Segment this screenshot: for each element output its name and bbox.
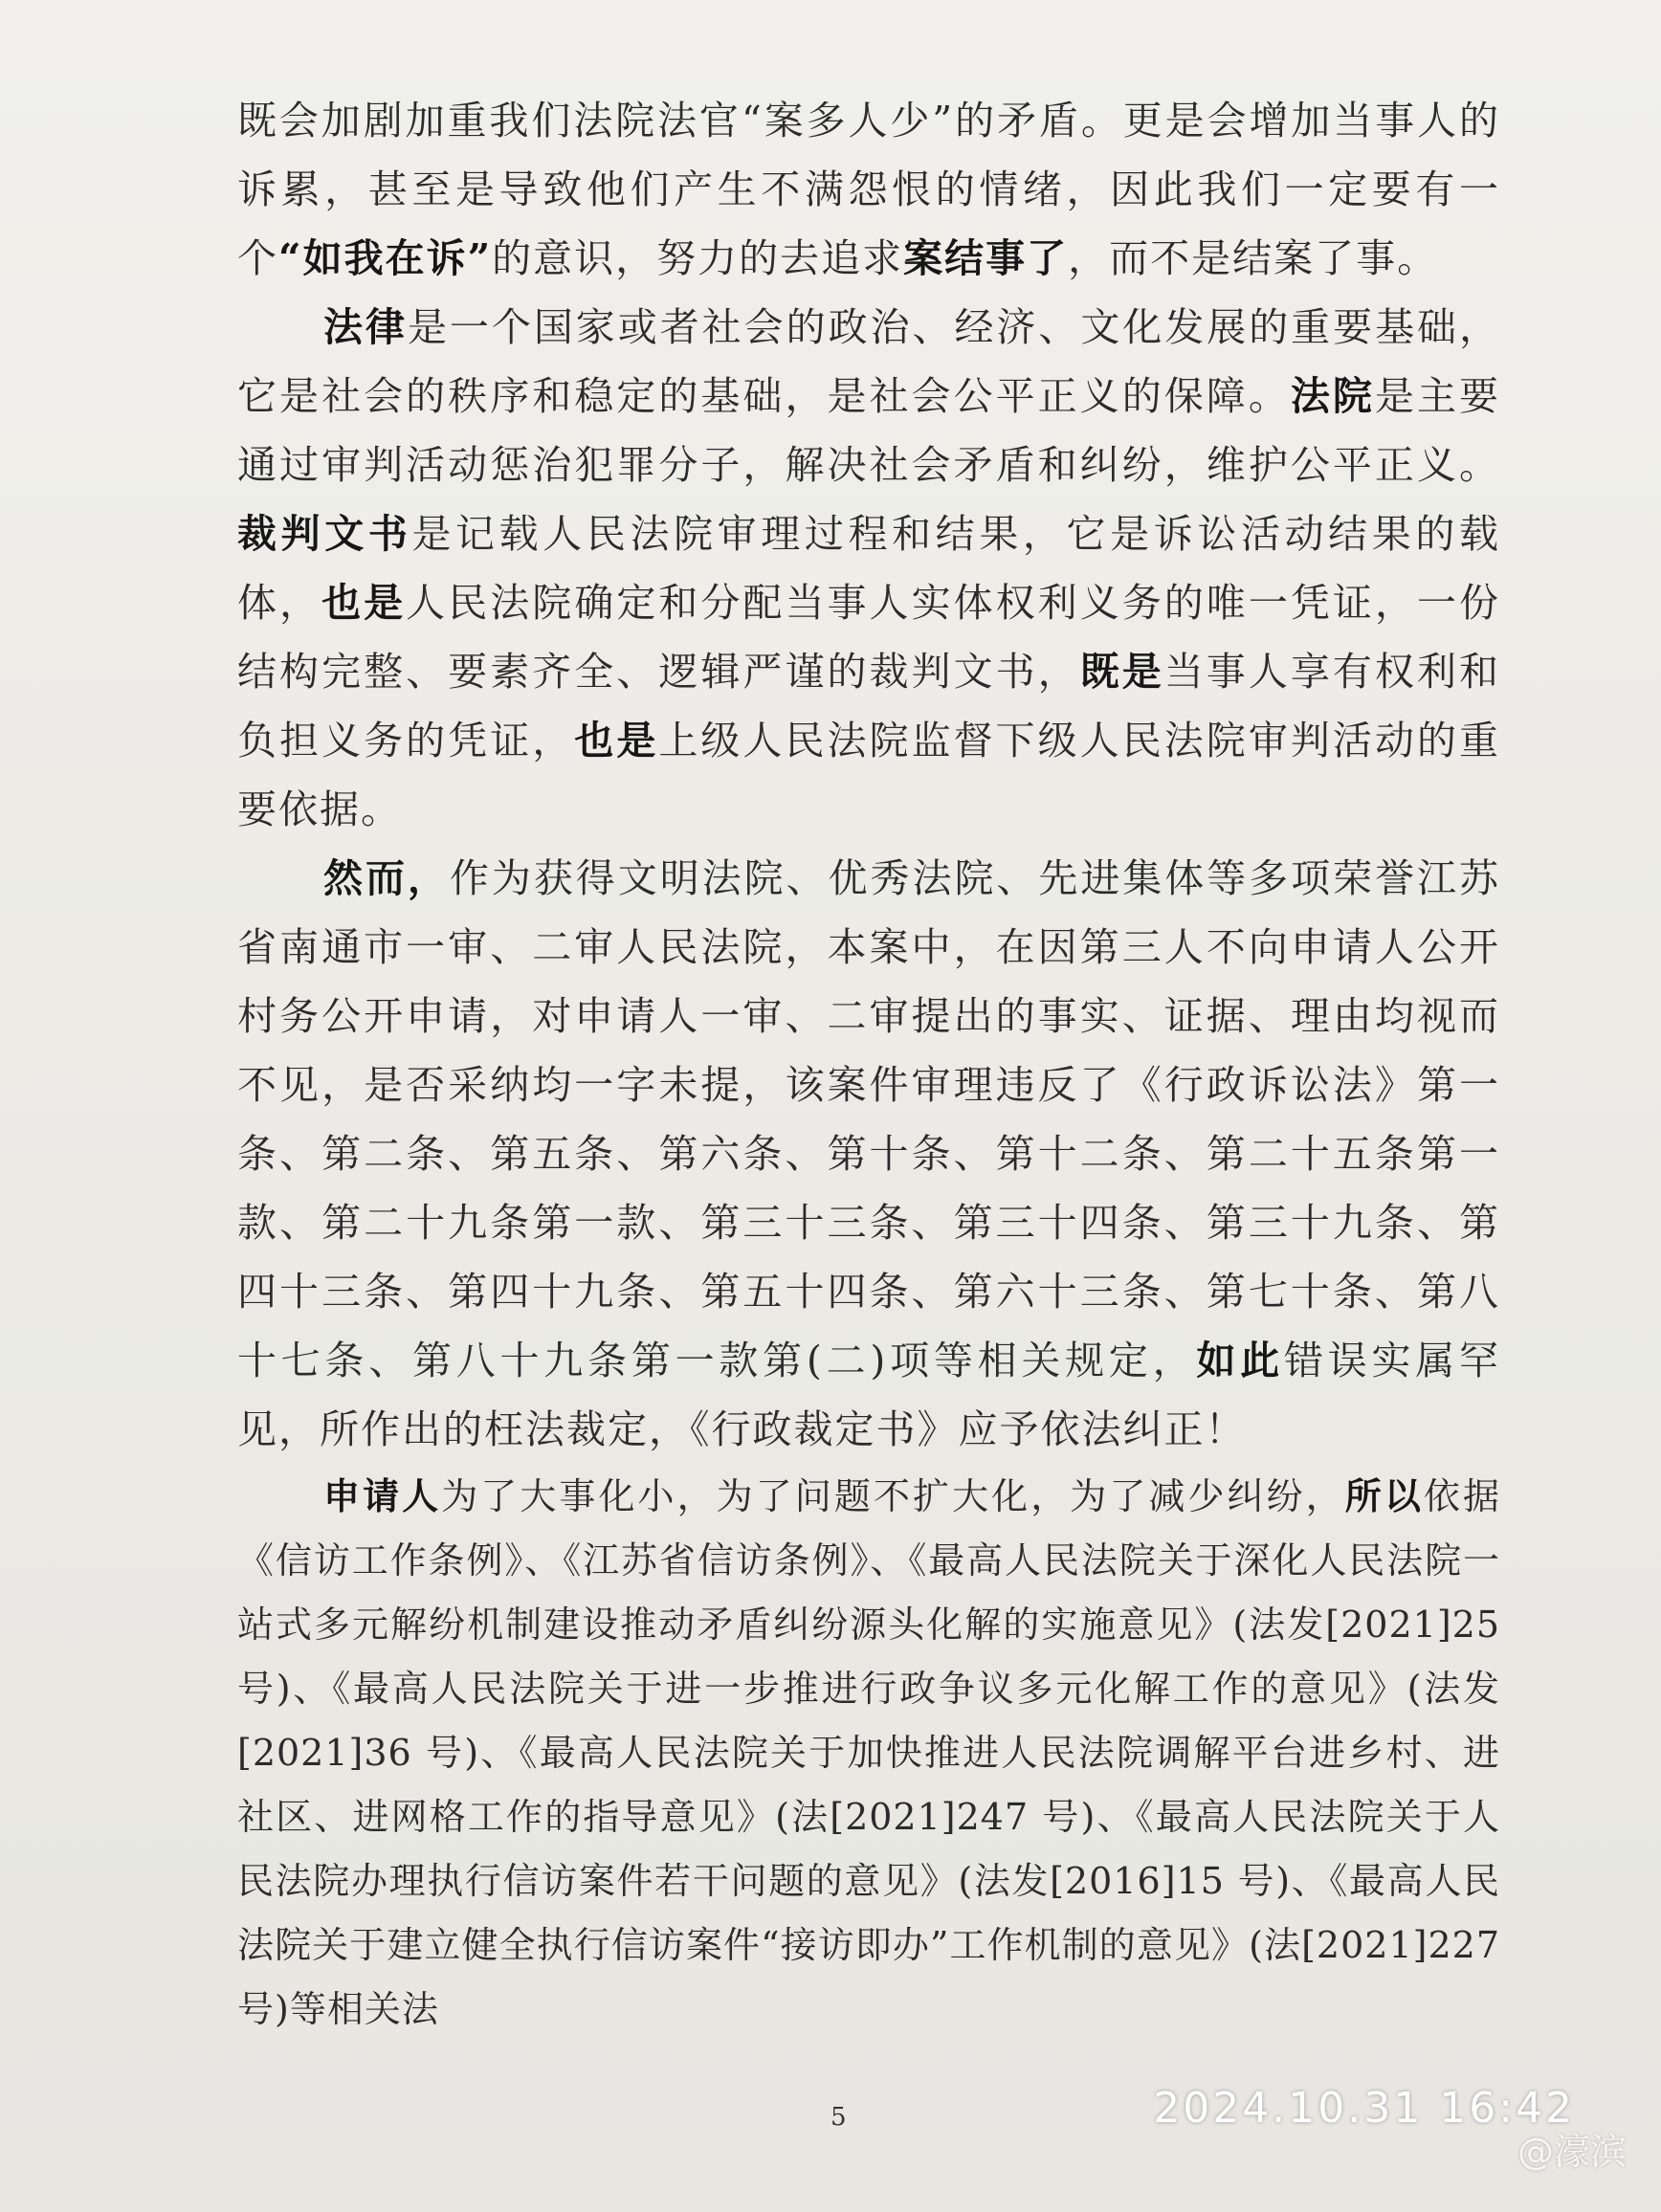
bold-text-run: 既是 (1079, 649, 1164, 695)
bold-text-run: 也是 (574, 718, 659, 763)
text-run: 为了大事化小，为了问题不扩大化，为了减少纠纷， (441, 1475, 1345, 1517)
bold-text-run: 如此 (1196, 1338, 1284, 1383)
text-run: 人民法院确定和分配当事人实体权利义务的唯一凭证，一份结构完整、要素齐全、逻辑严谨的裁判文书， (237, 580, 1501, 695)
text-run: 既会加剧加重我们法院法官“案多人少”的矛盾。更是会增加当事人的诉累，甚至是导致他们产生不满怨恨的情绪，因此我们一定要有一个 (237, 98, 1500, 281)
text-run: 是主要通过审判活动惩治犯罪分子，解决社会矛盾和纠纷，维护公平正义。 (237, 373, 1501, 488)
bold-text-run: 也是 (321, 580, 407, 626)
bold-text-run: 裁判文书 (237, 511, 412, 557)
bold-text-run: 然而， (323, 855, 450, 901)
paragraph (237, 1464, 1500, 2042)
paragraph (237, 844, 1500, 1464)
text-run: 是一个国家或者社会的政治、经济、文化发展的重要基础，它是社会的秩序和稳定的基础，是社会公平正义的保障。 (237, 304, 1501, 419)
bold-text-run: “如我在诉” (278, 235, 493, 281)
bold-text-run: 申请人 (323, 1474, 442, 1517)
paragraph (237, 86, 1500, 293)
document-body (237, 86, 1500, 2042)
text-run: ，而不是结案了事。 (1068, 235, 1439, 281)
bold-text-run: 所以 (1344, 1474, 1424, 1517)
paragraph (237, 293, 1500, 844)
photo-datestamp: 2024.10.31 16:42 (1153, 2084, 1575, 2133)
text-run: 依据《信访工作条例》、《江苏省信访条例》、《最高人民法院关于深化人民法院一站式多元解纷机制建设推动矛盾纠纷源头化解的实施意见》(法发[2021]25 号)、《最高人民法院关于进一步推进行政争议多元化解工作的意见》(法发[2021]36 号)、《最高人民法院关于加快推进人民法院调解平台进乡村、进社区、进网格工作的指导意见》(法[2021]247 号)、《最高人民法院关于人民法院办理执行信访案件若干问题的意见》(法发[2016]15 号)、《最高人民法院关于建立健全执行信访案件“接访即办”工作机制的意见》(法[2021]227 号)等相关法 (237, 1475, 1500, 2030)
text-run: 的意识，努力的去追求 (492, 235, 904, 281)
bold-text-run: 法院 (1290, 373, 1375, 419)
text-run: 上级人民法院监督下级人民法院审判活动的重要依据。 (237, 718, 1501, 832)
text-run: 当事人享有权利和负担义务的凭证， (237, 649, 1501, 763)
page-number: 5 (830, 2103, 847, 2132)
text-run: 错误实属罕见，所作出的枉法裁定，《行政裁定书》应予依法纠正！ (237, 1338, 1501, 1452)
text-run: 作为获得文明法院、优秀法院、先进集体等多项荣誉江苏省南通市一审、二审人民法院，本案中，在因第三人不向申请人公开村务公开申请，对申请人一审、二审提出的事实、证据、理由均视而不见，是否采纳均一字未提，该案件审理违反了《行政诉讼法》第一条、第二条、第五条、第六条、第十条、第十二条、第二十五条第一款、第二十九条第一款、第三十三条、第三十四条、第三十九条、第四十三条、第四十九条、第五十四条、第六十三条、第七十条、第八十七条、第八十九条第一款第(二)项等相关规定， (237, 855, 1500, 1383)
bold-text-run: 法律 (323, 304, 408, 350)
watermark: @濠滨 (1517, 2131, 1627, 2173)
bold-text-run: 案结事了 (903, 235, 1069, 281)
text-run: 是记载人民法院审理过程和结果，它是诉讼活动结果的载体， (237, 511, 1501, 626)
